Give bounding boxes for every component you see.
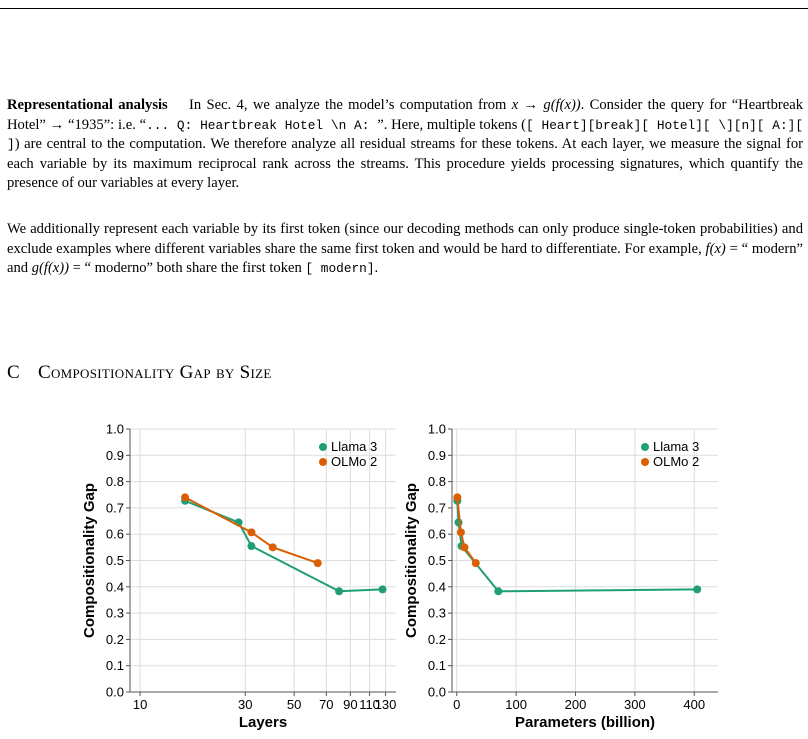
y-tick-label: 0.6 xyxy=(427,526,446,542)
series-line-llama-3 xyxy=(185,501,383,592)
top-rule xyxy=(0,8,808,9)
text-span: = “ modern” and xyxy=(7,240,803,277)
legend-label-llama-3: Llama 3 xyxy=(653,439,700,454)
y-tick-label: 0.2 xyxy=(427,631,446,647)
data-point-llama-3 xyxy=(494,587,502,595)
text-span: ”. Here, multiple tokens ( xyxy=(377,116,527,133)
x-tick-label: 130 xyxy=(374,697,397,712)
x-tick-label: 110 xyxy=(359,697,380,712)
x-tick-label: 300 xyxy=(624,697,646,712)
legend-label-olmo-2: OLMo 2 xyxy=(653,454,700,469)
y-tick-label: 1.0 xyxy=(105,421,124,437)
legend-marker-olmo-2 xyxy=(319,458,327,466)
x-axis-label: Parameters (billion) xyxy=(514,714,656,731)
y-tick-label: 1.0 xyxy=(427,421,446,437)
text-span: In Sec. 4, we analyze the model’s computation from xyxy=(189,97,512,113)
legend-marker-llama-3 xyxy=(641,443,649,451)
y-axis-label: Compositionality Gap xyxy=(403,482,420,639)
chart-parameters xyxy=(402,420,724,739)
text-span: We additionally represent each variable by its first token (since our decoding methods can only produce single-token probabilities) and exclude examples where different variables share the same first token and would be hard to differentiate. For example, xyxy=(7,221,803,257)
x-tick-label: 0 xyxy=(453,697,461,712)
math-expression: x → g(f(x)) xyxy=(511,97,581,113)
y-tick-label: 0.1 xyxy=(427,658,446,674)
x-tick-label: 100 xyxy=(505,697,527,712)
text-span: . Consider the query for “Heartbreak Hotel” → “1935”: i.e. “ xyxy=(7,97,803,133)
y-tick-label: 0.7 xyxy=(427,500,446,516)
y-tick-label: 0.0 xyxy=(427,684,446,700)
data-point-llama-3 xyxy=(335,587,343,595)
y-axis-label: Compositionality Gap xyxy=(81,482,98,639)
x-tick-label: 200 xyxy=(564,697,587,712)
data-point-llama-3 xyxy=(693,585,701,593)
x-tick-label: 70 xyxy=(319,697,334,712)
x-tick-label: 400 xyxy=(683,697,706,712)
chart-layers xyxy=(80,420,402,739)
x-tick-label: 90 xyxy=(343,697,358,712)
y-tick-label: 0.5 xyxy=(427,553,446,568)
y-tick-label: 0.6 xyxy=(105,526,124,542)
y-tick-label: 0.8 xyxy=(105,474,124,490)
data-point-olmo-2 xyxy=(453,493,461,501)
y-tick-label: 0.9 xyxy=(427,447,446,463)
text-span: = “ moderno” both share the first token xyxy=(69,260,306,277)
math-expression: f(x) xyxy=(705,240,726,257)
first-token-paragraph xyxy=(7,220,803,279)
data-point-olmo-2 xyxy=(460,543,468,551)
legend-label-olmo-2: OLMo 2 xyxy=(331,454,378,469)
data-point-llama-3 xyxy=(379,585,387,593)
representational-analysis-paragraph xyxy=(7,96,803,194)
x-axis-label: Layers xyxy=(238,714,288,731)
legend-marker-llama-3 xyxy=(319,443,327,451)
code-token: [ modern] xyxy=(305,261,375,277)
chart-layers-svg xyxy=(80,420,402,734)
chart-parameters-svg xyxy=(402,420,724,734)
data-point-olmo-2 xyxy=(247,528,255,536)
data-point-olmo-2 xyxy=(181,493,189,501)
y-tick-label: 0.0 xyxy=(105,684,124,700)
data-point-olmo-2 xyxy=(314,559,322,567)
y-tick-label: 0.4 xyxy=(427,579,446,595)
data-point-llama-3 xyxy=(455,518,463,526)
y-tick-label: 0.4 xyxy=(105,579,124,595)
code-query: ... Q: Heartbreak Hotel \n A: xyxy=(146,117,378,133)
y-tick-label: 0.7 xyxy=(105,500,124,516)
data-point-olmo-2 xyxy=(269,543,277,551)
math-expression: g(f(x)) xyxy=(31,260,70,277)
y-tick-label: 0.8 xyxy=(427,474,446,490)
y-tick-label: 0.1 xyxy=(105,658,124,674)
section-number: C xyxy=(7,362,20,383)
code-tokens: [ Heart][break][ Hotel][ \][n][ A:][ ] xyxy=(7,117,803,153)
y-tick-label: 0.5 xyxy=(105,553,124,568)
paragraph-heading: Representational analysis xyxy=(7,97,168,113)
data-point-olmo-2 xyxy=(457,528,465,536)
y-tick-label: 0.9 xyxy=(105,447,124,463)
y-tick-label: 0.3 xyxy=(105,605,124,621)
section-heading xyxy=(7,362,272,384)
legend-label-llama-3: Llama 3 xyxy=(331,439,378,454)
series-line-llama-3 xyxy=(457,501,697,592)
legend-marker-olmo-2 xyxy=(641,458,649,466)
y-tick-label: 0.3 xyxy=(427,605,446,621)
x-tick-label: 30 xyxy=(237,697,253,712)
x-tick-label: 10 xyxy=(132,697,148,712)
section-title: Compositionality Gap by Size xyxy=(37,362,272,383)
data-point-llama-3 xyxy=(247,542,255,550)
data-point-olmo-2 xyxy=(472,559,480,567)
text-span: ) are central to the computation. We therefore analyze all residual streams for these tokens. At each layer, we measure the signal for each variable by its maximum reciprocal rank across the streams. This procedure yields processing signatures, which quantify the presence of our variables at every layer. xyxy=(7,136,803,192)
text-span: . xyxy=(374,260,379,277)
x-tick-label: 50 xyxy=(286,697,302,712)
y-tick-label: 0.2 xyxy=(105,631,124,647)
